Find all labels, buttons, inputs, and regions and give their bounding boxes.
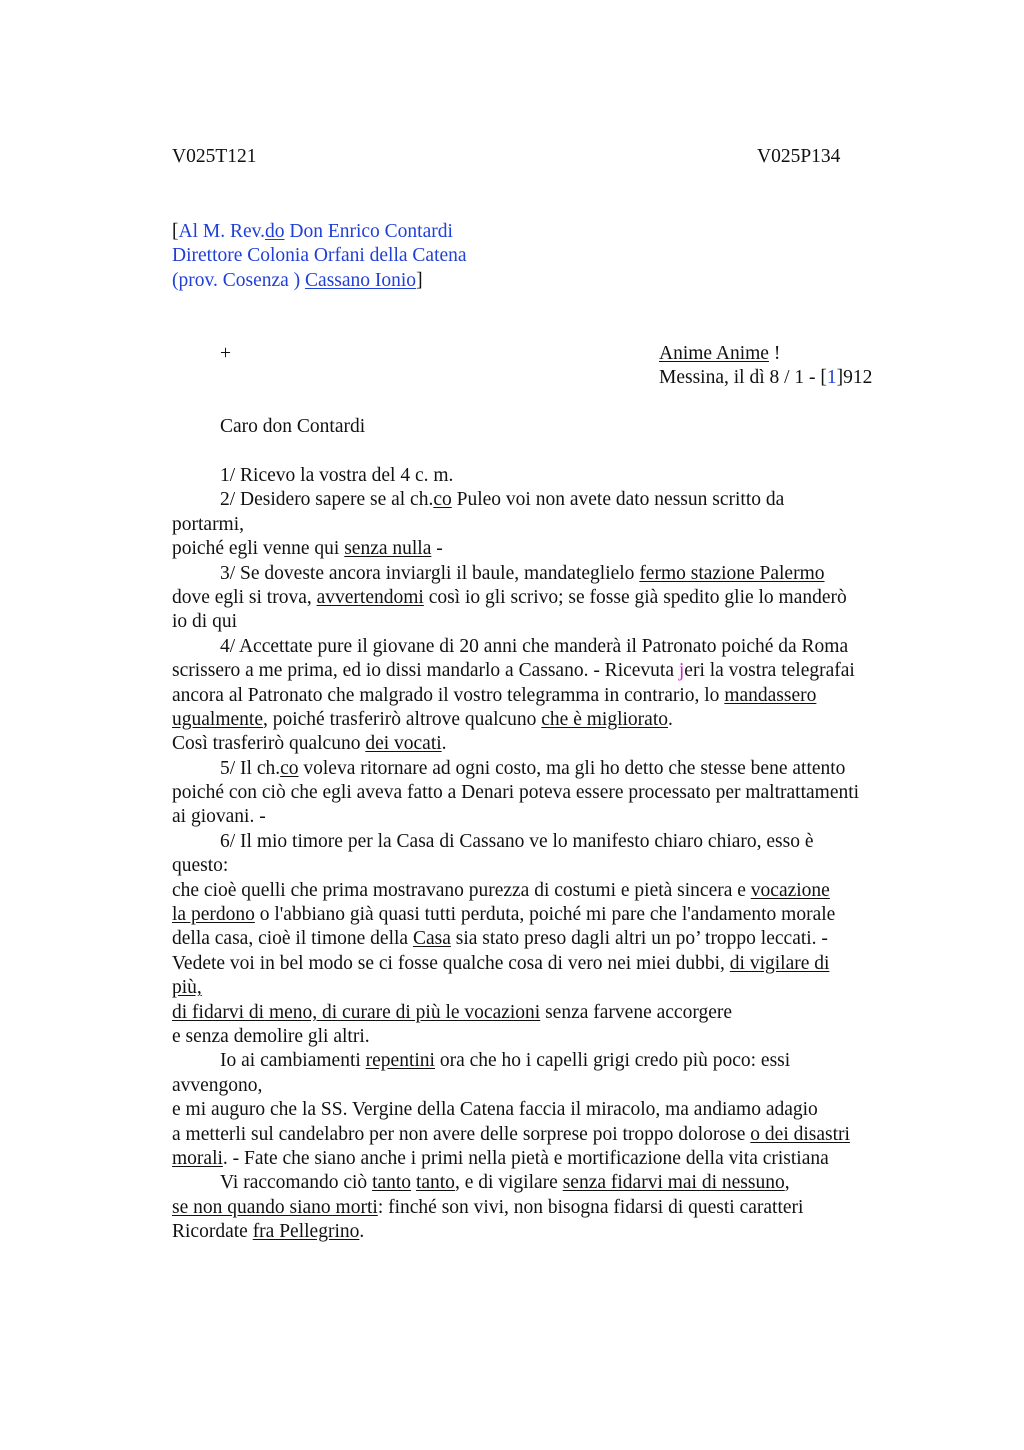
paragraph-2-line: portarmi, — [172, 513, 245, 535]
paragraph-5-line: ai giovani. - — [172, 806, 266, 828]
paragraph-5-line: poiché con ciò che egli aveva fatto a Denari poteva essere processato per maltrattamenti — [172, 782, 860, 804]
paragraph-4-line: scrissero a me prima, ed io dissi mandarlo a Cassano. - Ricevuta jeri la vostra telegrafai — [172, 660, 855, 682]
letter-body — [172, 464, 902, 1245]
dateline: Messina, il dì 8 / 1 - [1]912 — [659, 367, 873, 388]
paragraph-2-line: 2/ Desidero sapere se al ch.co Puleo voi non avete dato nessun scritto da — [220, 489, 785, 511]
paragraph-6-line: che cioè quelli che prima mostravano purezza di costumi e pietà sincera e vocazione — [172, 879, 830, 901]
document-code-left: V025T121 — [172, 146, 257, 167]
paragraph-4-line: ancora al Patronato che malgrado il vostro telegramma in contrario, lo mandassero — [172, 684, 817, 706]
paragraph-4-line: ugualmente, poiché trasferirò altrove qualcuno che è migliorato. — [172, 708, 673, 730]
address-line-3: (prov. Cosenza ) Cassano Ionio] — [172, 269, 423, 291]
address-line-2: Direttore Colonia Orfani della Catena — [172, 245, 467, 267]
paragraph-4-line: 4/ Accettate pure il giovane di 20 anni che manderà il Patronato poiché da Roma — [220, 635, 849, 657]
paragraph-6-line: Vedete voi in bel modo se ci fosse qualche cosa di vero nei miei dubbi, di vigilare di — [172, 952, 830, 974]
paragraph-4-line: Così trasferirò qualcuno dei vocati. — [172, 733, 447, 755]
paragraph-7-line: a metterli sul candelabro per non avere delle sorprese poi troppo dolorose o dei disastri — [172, 1123, 850, 1145]
salutation: Caro don Contardi — [220, 416, 366, 437]
paragraph-7-line: Io ai cambiamenti repentini ora che ho i capelli grigi credo più poco: essi — [220, 1050, 791, 1072]
paragraph-1: 1/ Ricevo la vostra del 4 c. m. — [220, 465, 454, 486]
address-block — [172, 220, 692, 293]
paragraph-2-line: poiché egli venne qui senza nulla - — [172, 538, 443, 560]
paragraph-6-line: questo: — [172, 855, 229, 877]
address-line-1: [Al M. Rev.do Don Enrico Contardi — [172, 221, 453, 242]
paragraph-6-line: e senza demolire gli altri. — [172, 1025, 370, 1047]
paragraph-6-line: 6/ Il mio timore per la Casa di Cassano ve lo manifesto chiaro chiaro, esso è — [220, 830, 814, 852]
motto: Anime Anime ! — [659, 343, 781, 364]
paragraph-7-line: avvengono, — [172, 1074, 263, 1096]
paragraph-5-line: 5/ Il ch.co voleva ritornare ad ogni costo, ma gli ho detto che stesse bene attento — [220, 757, 846, 779]
paragraph-8-line: se non quando siano morti: finché son vivi, non bisogna fidarsi di questi caratteri — [172, 1196, 804, 1218]
paragraph-3-line: 3/ Se doveste ancora inviargli il baule, mandateglielo fermo stazione Palermo — [220, 562, 825, 584]
paragraph-3-line: dove egli si trova, avvertendomi così io gli scrivo; se fosse già spedito glie lo manderò — [172, 586, 847, 608]
paragraph-6-line: più, — [172, 977, 202, 999]
paragraph-8-line: Ricordate fra Pellegrino. — [172, 1221, 365, 1243]
paragraph-7-line: e mi auguro che la SS. Vergine della Catena faccia il miracolo, ma andiamo adagio — [172, 1099, 818, 1121]
paragraph-6-line: la perdono o l'abbiano già quasi tutti perduta, poiché mi pare che l'andamento morale — [172, 904, 836, 926]
paragraph-3-line: io di qui — [172, 611, 238, 633]
paragraph-6-line: della casa, cioè il timone della Casa sia stato preso dagli altri un po’ troppo leccati. - — [172, 928, 828, 950]
cross-symbol: + — [220, 343, 231, 364]
paragraph-8-line: Vi raccomando ciò tanto tanto, e di vigilare senza fidarvi mai di nessuno, — [220, 1172, 790, 1194]
paragraph-7-line: morali. - Fate che siano anche i primi nella pietà e mortificazione della vita cristiana — [172, 1147, 829, 1169]
paragraph-6-line: di fidarvi di meno, di curare di più le vocazioni senza farvene accorgere — [172, 1001, 733, 1023]
document-code-right: V025P134 — [757, 146, 841, 167]
